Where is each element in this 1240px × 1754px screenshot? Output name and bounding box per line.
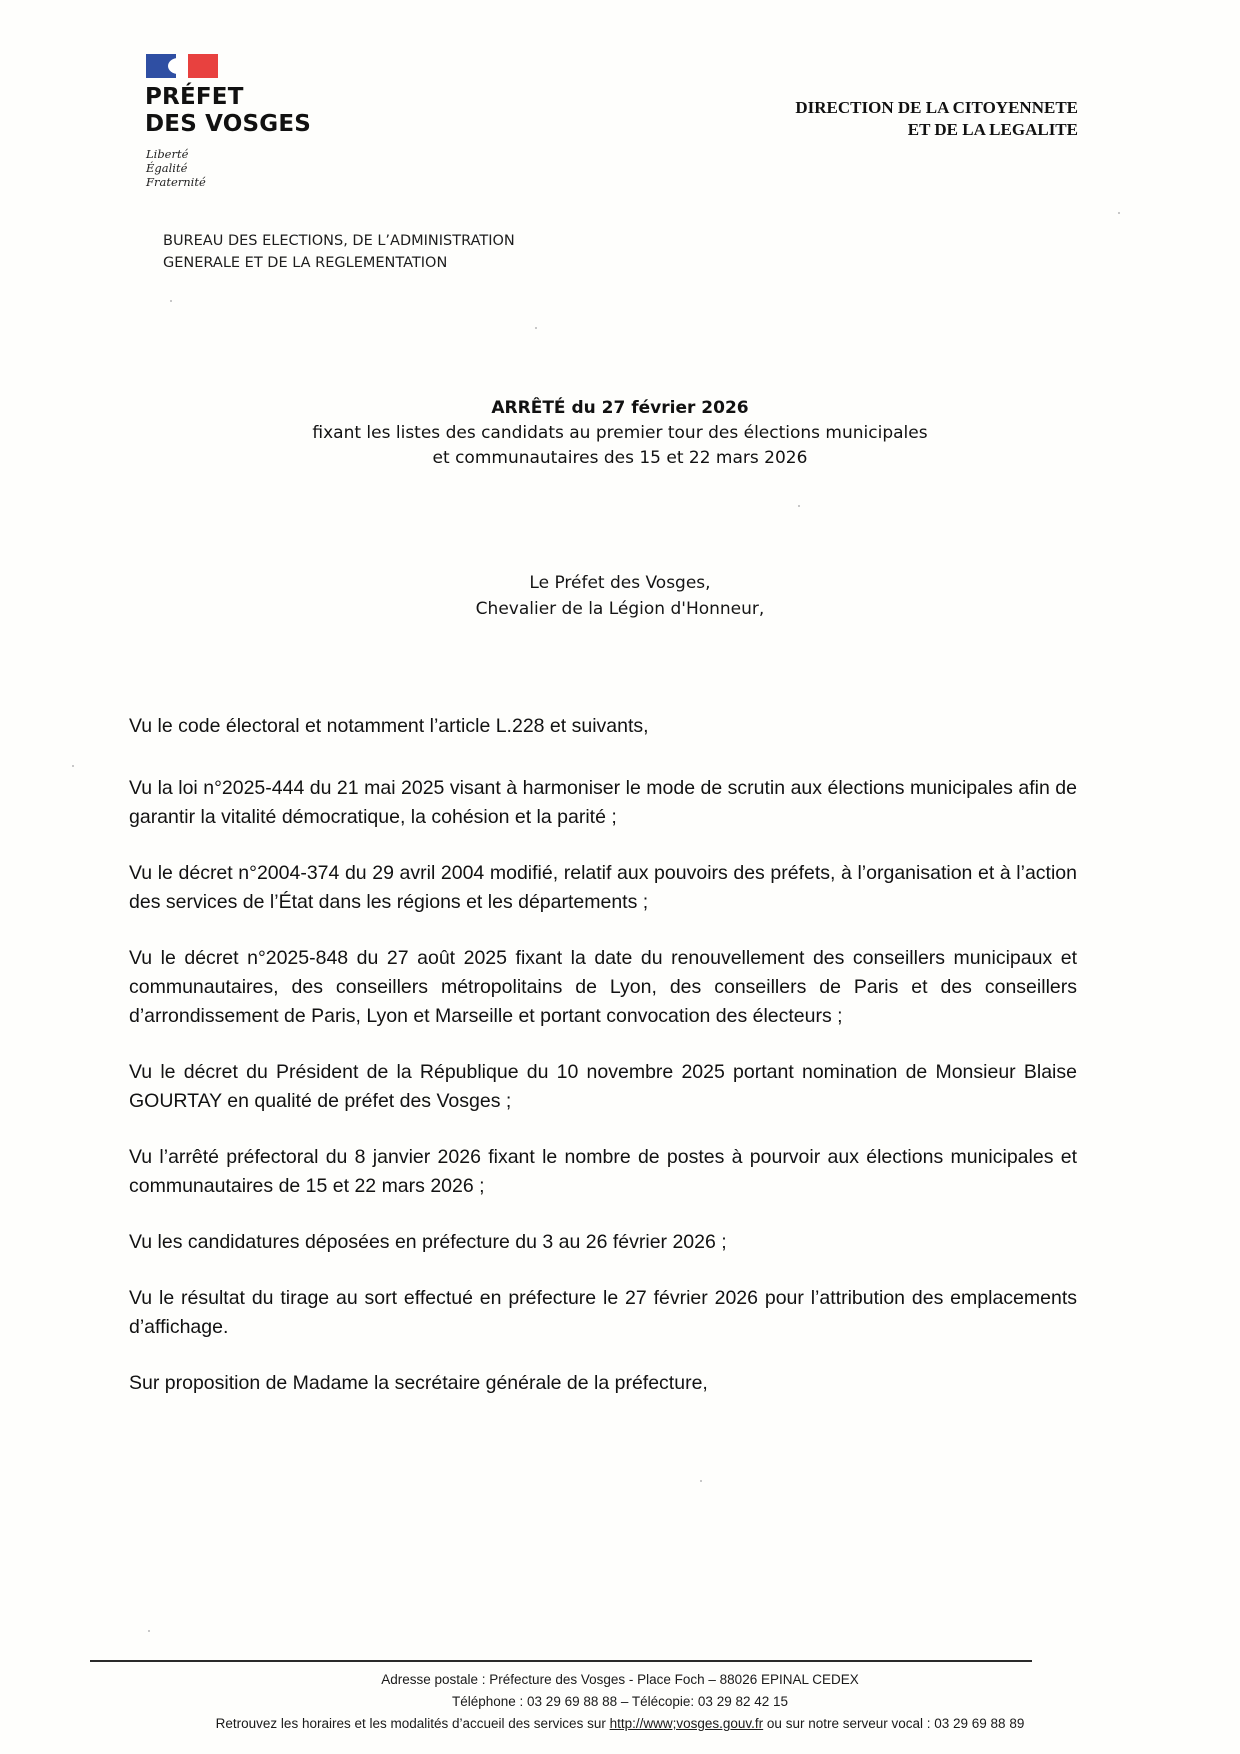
footer-phone: Téléphone : 03 29 69 88 88 – Télécopie: 03 29 82 42 15	[451, 1694, 789, 1709]
arrete-subtitle-line2: et communautaires des 15 et 22 mars 2026	[432, 448, 808, 468]
footer-address: Adresse postale : Préfecture des Vosges - Place Foch – 88026 EPINAL CEDEX	[381, 1672, 859, 1687]
arrete-subtitle-line1: fixant les listes des candidats au premier tour des élections municipales	[312, 423, 928, 443]
footer-info-prefix: Retrouvez les horaires et les modalités d’accueil des services sur	[215, 1716, 606, 1731]
scan-speck	[700, 1480, 702, 1482]
paragraph-tirage-au-sort: Vu le résultat du tirage au sort effectué en préfecture le 27 février 2026 pour l’attribution des emplacements d’affichage.	[129, 1287, 1077, 1338]
footer-info	[0, 1713, 1240, 1735]
motto-fraternite: Fraternité	[146, 175, 206, 189]
footer-info-suffix: ou sur notre serveur vocal : 03 29 69 88 89	[766, 1716, 1025, 1731]
paragraph-arrete-prefectoral: Vu l’arrêté préfectoral du 8 janvier 2026 fixant le nombre de postes à pourvoir aux élections municipales et communautaires de 15 et 22 mars 2026 ;	[129, 1146, 1077, 1197]
motto-egalite: Égalité	[146, 161, 188, 175]
arrete-heading	[0, 396, 1240, 471]
republic-motto	[146, 147, 206, 189]
direction-header	[795, 97, 1078, 141]
marianne-profile	[168, 58, 188, 74]
motto-liberte: Liberté	[146, 147, 189, 161]
scan-speck	[798, 505, 800, 507]
direction-line2: ET DE LA LEGALITE	[907, 120, 1078, 139]
paragraph-decret-2004-374: Vu le décret n°2004-374 du 29 avril 2004 modifié, relatif aux pouvoirs des préfets, à l’organisation et à l’action des services de l’État dans les régions et les départements ;	[129, 862, 1077, 913]
marianne-flag-icon	[146, 54, 218, 78]
bureau-line2: GENERALE ET DE LA REGLEMENTATION	[163, 255, 448, 271]
arrete-title: ARRÊTÉ du 27 février 2026	[491, 398, 749, 418]
prefet-title-line2: DES VOSGES	[145, 111, 312, 137]
scan-speck	[535, 327, 537, 329]
prefet-logo-title	[145, 84, 311, 138]
website-link[interactable]: http://www;vosges.gouv.fr	[609, 1716, 764, 1731]
flag-red-band	[188, 54, 218, 78]
paragraph-loi-2025-444: Vu la loi n°2025-444 du 21 mai 2025 visant à harmoniser le mode de scrutin aux élections municipales afin de garantir la vitalité démocratique, la cohésion et la parité ;	[129, 777, 1077, 828]
footer-divider	[90, 1660, 1032, 1662]
paragraph-candidatures: Vu les candidatures déposées en préfecture du 3 au 26 février 2026 ;	[129, 1231, 727, 1253]
prefet-intro-line2: Chevalier de la Légion d'Honneur,	[475, 599, 765, 619]
direction-line1: DIRECTION DE LA CITOYENNETE	[795, 98, 1078, 117]
scan-speck	[170, 300, 172, 302]
bureau-line1: BUREAU DES ELECTIONS, DE L’ADMINISTRATION	[163, 233, 515, 249]
paragraph-decret-2025-848: Vu le décret n°2025-848 du 27 août 2025 fixant la date du renouvellement des conseillers municipaux et communautaires, des conseillers métropolitains de Lyon, des conseillers de Paris et des conseillers d’arrondissement de Paris, Lyon et Marseille et portant convocation des électeurs ;	[129, 947, 1077, 1027]
prefet-intro-line1: Le Préfet des Vosges,	[529, 573, 711, 593]
paragraph-decret-nomination: Vu le décret du Président de la République du 10 novembre 2025 portant nomination de Monsieur Blaise GOURTAY en qualité de préfet des Vosges ;	[129, 1061, 1077, 1112]
prefet-title-line1: PRÉFET	[145, 84, 244, 110]
scan-speck	[72, 765, 74, 767]
paragraph-proposition: Sur proposition de Madame la secrétaire générale de la préfecture,	[129, 1372, 708, 1394]
scan-speck	[1118, 212, 1120, 214]
prefet-intro	[0, 570, 1240, 622]
footer	[0, 1669, 1240, 1735]
bureau-header	[163, 230, 515, 274]
paragraph-code-electoral: Vu le code électoral et notamment l’article L.228 et suivants,	[129, 715, 649, 737]
document-body	[129, 712, 1077, 1425]
scan-speck	[148, 1630, 150, 1632]
